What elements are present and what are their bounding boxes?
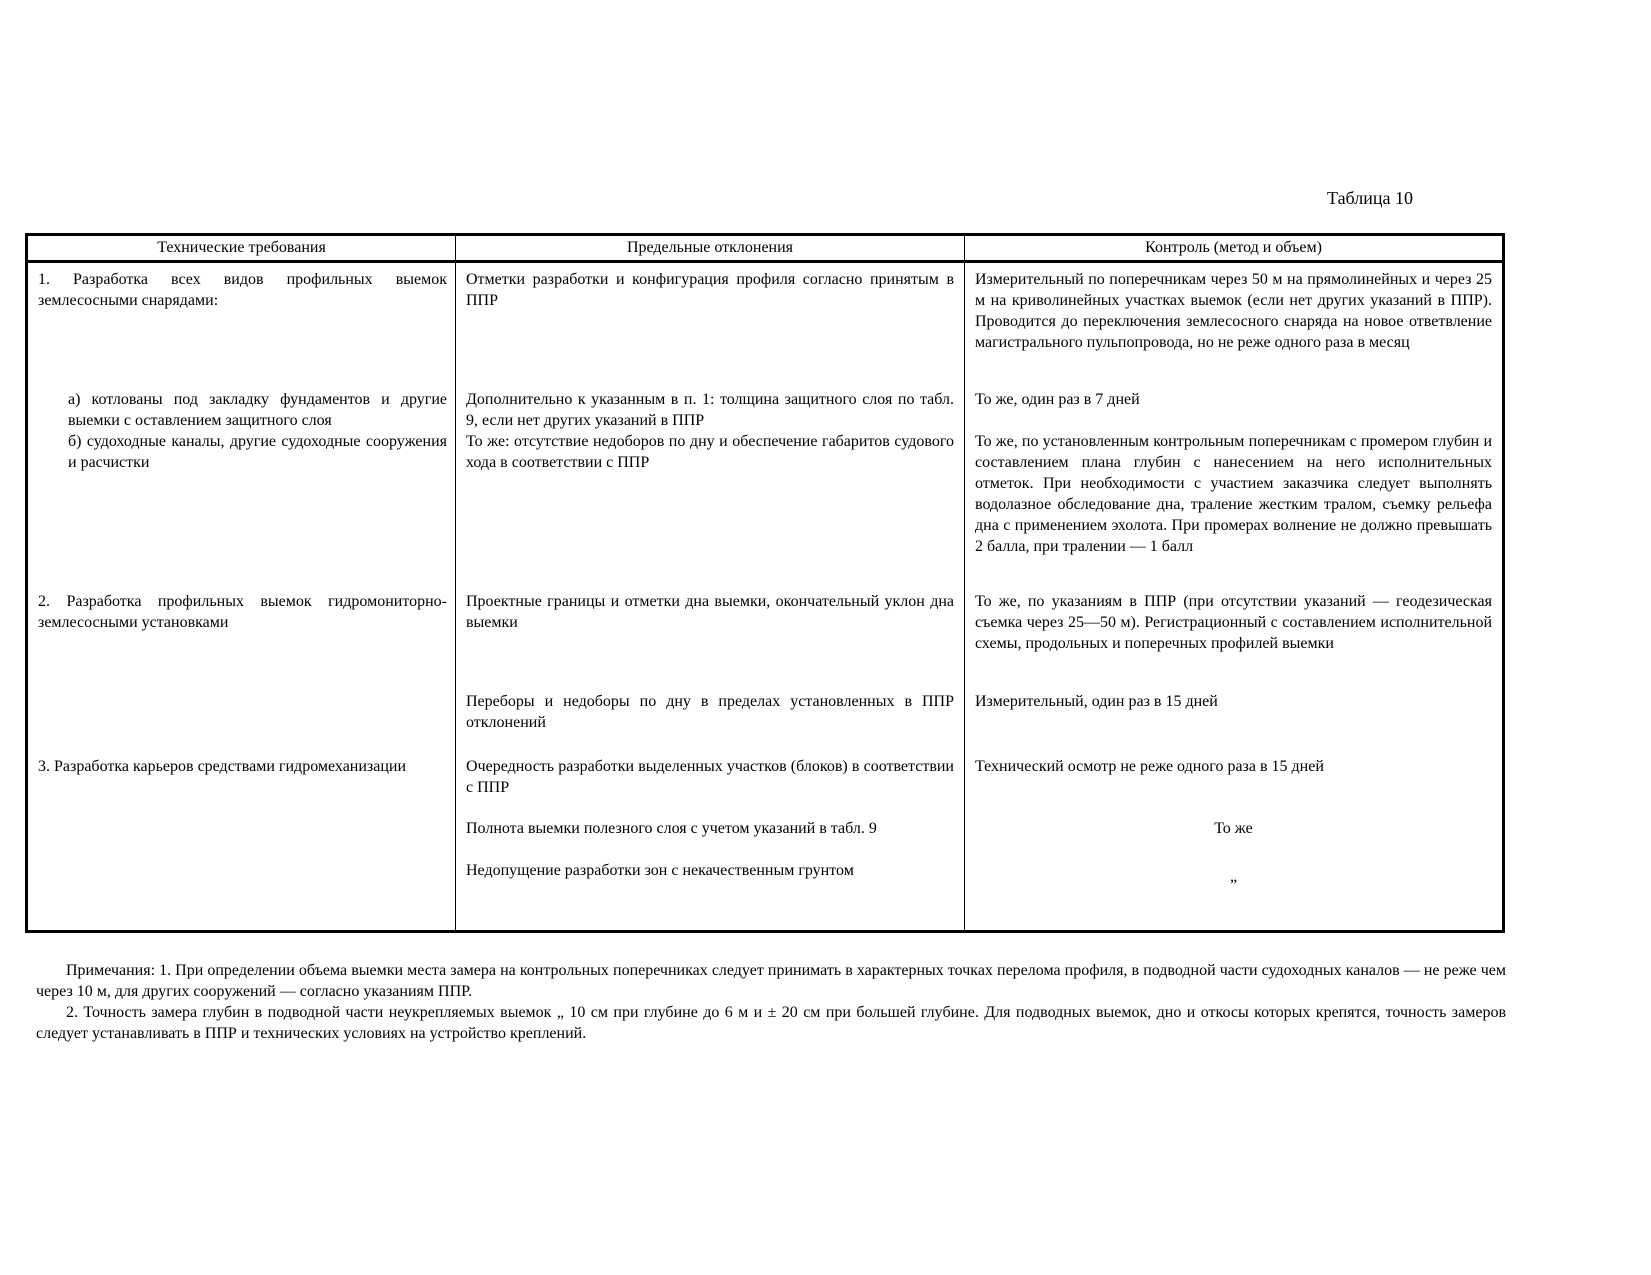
requirements-table (25, 233, 1505, 933)
header-deviations: Предельные отклонения (626, 239, 794, 256)
row3-deviation: Очередность разработки выделенных участков (блоков) в соответствии с ППР (466, 758, 954, 796)
note-1: Примечания: 1. При определении объема выемки места замера на контрольных поперечниках следует принимать в характерных точках перелома профиля, в подводной части судоходных каналов — не реже чем через 10 м, для других сооружений — согласно указаниям ППР. (36, 962, 1506, 1000)
header-requirements: Технические требования (157, 239, 326, 256)
row1a-requirement: а) котлованы под закладку фундаментов и другие выемки с оставлением защитного слоя (68, 391, 447, 429)
row1a-control: То же, один раз в 7 дней (975, 391, 1140, 408)
row2-requirement: 2. Разработка профильных выемок гидромониторно-землесосными установками (38, 593, 447, 631)
table-header (28, 236, 1502, 263)
row1b-control: То же, по установленным контрольным поперечникам с промером глубин и составлением плана глубин с нанесением на него исполнительных отметок. При необходимости с участием заказчика следует выполнять водолазное обследование дна, траление жестким тралом, съемку рельефа дна с применением эхолота. При промерах волнение не должно превышать 2 балла, при тралении — 1 балл (975, 433, 1492, 555)
row1b-requirement: б) судоходные каналы, другие судоходные сооружения и расчистки (68, 433, 447, 471)
row1-requirement: 1. Разработка всех видов профильных выемок землесосными снарядами: (38, 271, 447, 309)
row1b-deviation: То же: отсутствие недоборов по дну и обеспечение габаритов судового хода в соответствии с ППР (466, 433, 954, 471)
row3-control: Технический осмотр не реже одного раза в 15 дней (975, 758, 1324, 775)
row3c-control: „ (1229, 868, 1238, 885)
header-control: Контроль (метод и объем) (1145, 239, 1322, 256)
column-divider (964, 236, 965, 930)
row1-control: Измерительный по поперечникам через 50 м на прямолинейных и через 25 м на криволинейных участках выемок (если нет других указаний в ППР). Проводится до переключения землесосного снаряда на новое ответвление магистрального пульпопровода, но не реже одного раза в месяц (975, 271, 1492, 351)
table-notes (36, 960, 1506, 1044)
row2b-deviation: Переборы и недоборы по дну в пределах установленных в ППР отклонений (466, 693, 954, 731)
row1-deviation: Отметки разработки и конфигурация профиля согласно принятым в ППР (466, 271, 954, 309)
row2b-control: Измерительный, один раз в 15 дней (975, 693, 1218, 710)
row1a-deviation: Дополнительно к указанным в п. 1: толщина защитного слоя по табл. 9, если нет других указаний в ППР (466, 391, 954, 429)
row2-control: То же, по указаниям в ППР (при отсутствии указаний — геодезическая съемка через 25—50 м). Регистрационный с составлением исполнительной схемы, продольных и поперечных профилей выемки (975, 593, 1492, 652)
column-divider (455, 236, 456, 930)
row3-requirement: 3. Разработка карьеров средствами гидромеханизации (38, 758, 407, 775)
row3c-deviation: Недопущение разработки зон с некачественным грунтом (466, 862, 854, 879)
note-2: 2. Точность замера глубин в подводной части неукрепляемых выемок „ 10 см при глубине до 6 м и ± 20 см при большей глубине. Для подводных выемок, дно и откосы которых крепятся, точность замеров следует устанавливать в ППР и технических условиях на устройство креплений. (36, 1004, 1506, 1042)
row3b-deviation: Полнота выемки полезного слоя с учетом указаний в табл. 9 (466, 820, 877, 837)
table-caption: Таблица 10 (1327, 188, 1413, 208)
row2-deviation: Проектные границы и отметки дна выемки, окончательный уклон дна выемки (466, 593, 954, 631)
row3b-control: То же (1214, 820, 1253, 837)
